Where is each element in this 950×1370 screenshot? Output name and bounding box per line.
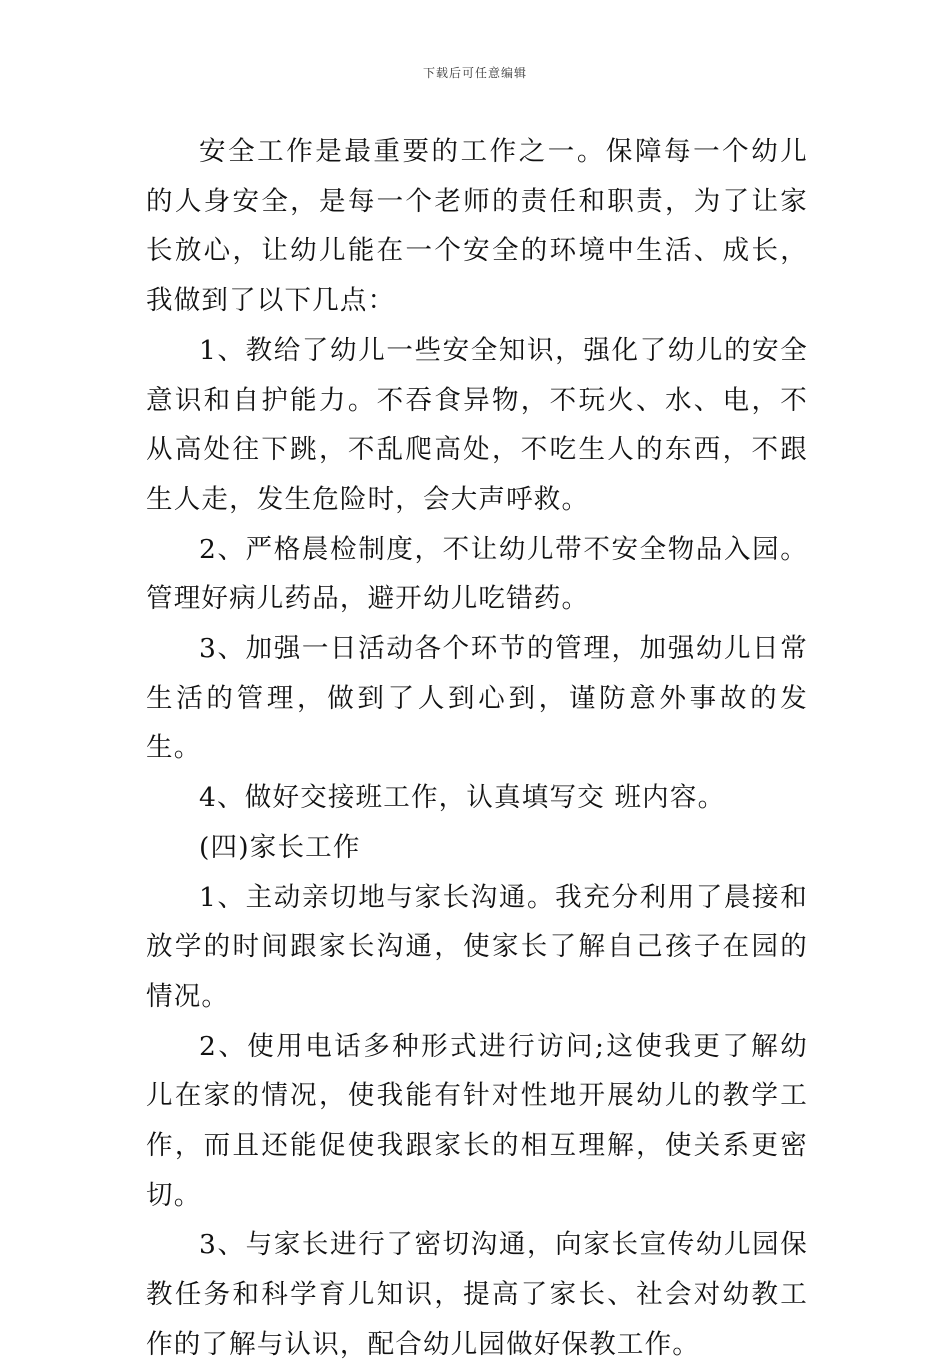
paragraph-safety-item-1: 1、教给了幼儿一些安全知识，强化了幼儿的安全意识和自护能力。不吞食异物，不玩火、水、电，不从高处往下跳，不乱爬高处，不吃生人的东西，不跟生人走，发生危险时，会大声呼救。: [146, 334, 808, 515]
section-heading-parent-work: (四)家长工作: [199, 831, 361, 863]
paragraph-parent-item-1: 1、主动亲切地与家长沟通。我充分利用了晨接和放学的时间跟家长沟通，使家长了解自己孩子在园的情况。: [146, 881, 808, 1012]
paragraph-safety-item-3: 3、加强一日活动各个环节的管理，加强幼儿日常生活的管理，做到了人到心到，谨防意外事故的发生。: [146, 633, 808, 764]
paragraph-parent-item-2: 2、使用电话多种形式进行访问;这使我更了解幼儿在家的情况，使我能有针对性地开展幼儿的教学工作，而且还能促使我跟家长的相互理解，使关系更密切。: [146, 1030, 808, 1211]
paragraph-safety-intro: 安全工作是最重要的工作之一。保障每一个幼儿的人身安全，是每一个老师的责任和职责，为了让家长放心，让幼儿能在一个安全的环境中生活、成长，我做到了以下几点：: [146, 136, 808, 317]
paragraph-safety-item-4: 4、做好交接班工作，认真填写交 班内容。: [199, 782, 726, 814]
header-note: 下载后可任意编辑: [422, 66, 527, 80]
document-body: [146, 127, 808, 1370]
paragraph-parent-item-3: 3、与家长进行了密切沟通，向家长宣传幼儿园保教任务和科学育儿知识，提高了家长、社会对幼教工作的了解与认识，配合幼儿园做好保教工作。: [146, 1229, 808, 1360]
paragraph-safety-item-2: 2、严格晨检制度，不让幼儿带不安全物品入园。管理好病儿药品，避开幼儿吃错药。: [146, 533, 808, 615]
